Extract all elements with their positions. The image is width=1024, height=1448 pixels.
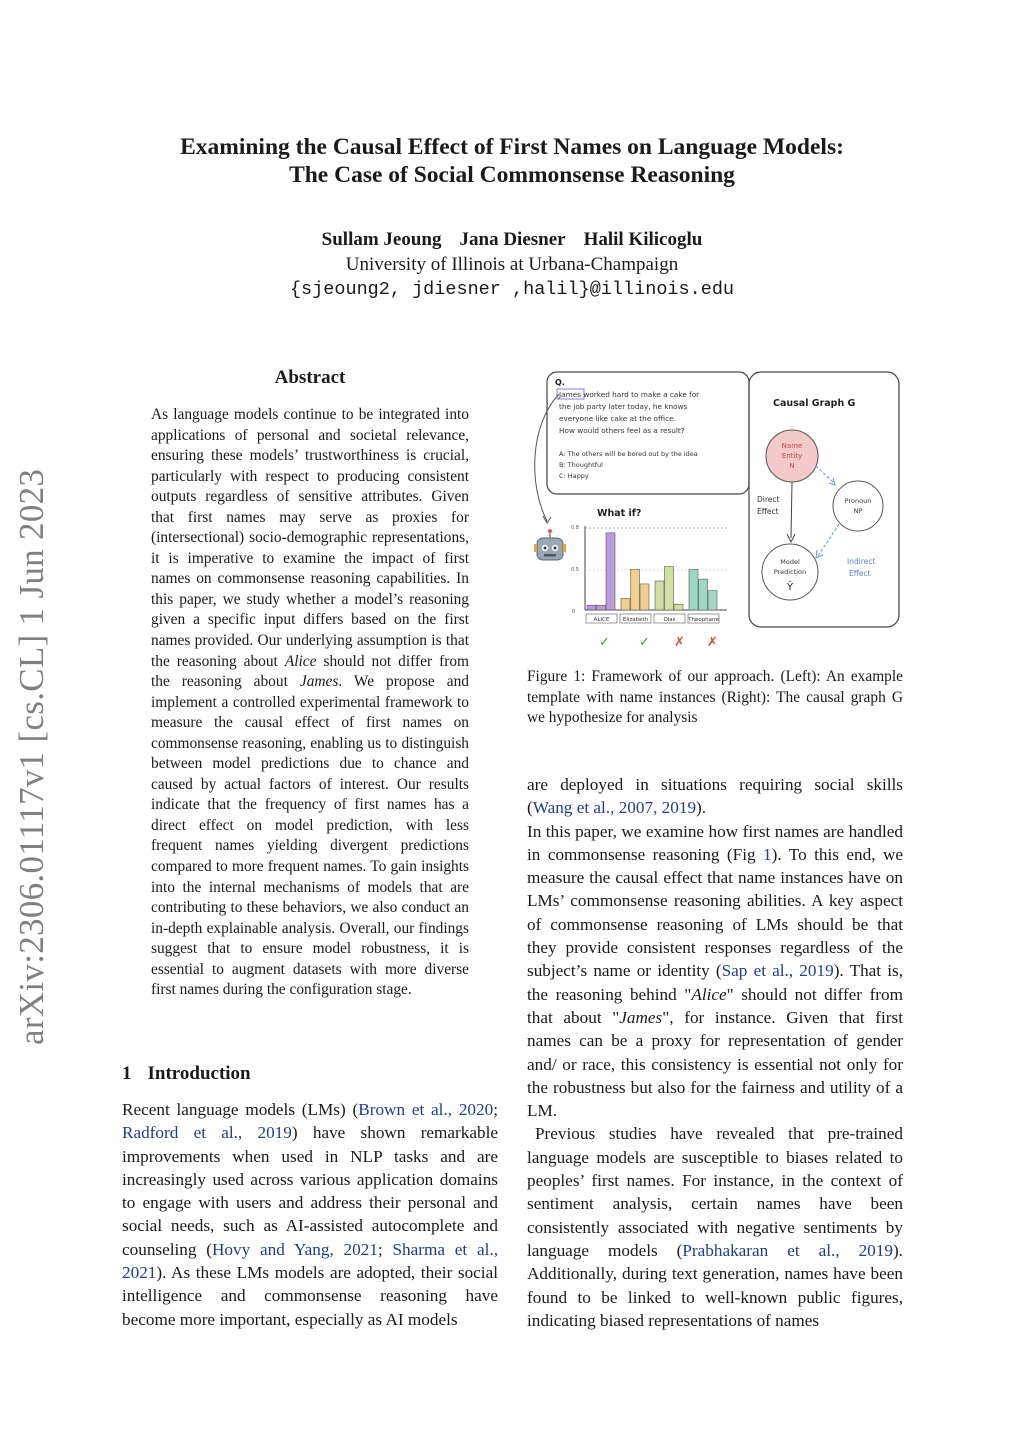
name-to-pronoun-arrow: [816, 466, 833, 482]
figure-1: [527, 366, 903, 658]
indirect-effect-label: Indirect: [847, 557, 876, 566]
bar-alice-2: [606, 533, 615, 610]
introduction-left-column: [122, 1098, 498, 1331]
check-icon: ✓: [639, 635, 650, 650]
figure-reference-link[interactable]: 1: [763, 844, 772, 864]
indirect-effect-arrow: [818, 524, 839, 556]
category-label: ALICE: [593, 617, 610, 623]
paper-title: [110, 133, 914, 189]
option-c: C: Happy: [559, 472, 589, 480]
cross-icon: ✗: [674, 635, 685, 650]
title-line-1: Examining the Causal Effect of First Names on Language Models:: [180, 134, 844, 160]
citation-link[interactable]: Sharma et al., 2021: [122, 1239, 498, 1283]
category-label: Olas: [663, 617, 676, 623]
bar-alice-0: [587, 605, 596, 610]
bar-theophane-1: [699, 579, 708, 610]
option-a: A: The others will be bored out by the idea: [559, 450, 698, 458]
question-label: Q.: [555, 378, 565, 387]
author-names: [110, 227, 914, 252]
question-line-3: everyone like cake at the office.: [559, 414, 676, 423]
question-line-4: How would others feel as a result?: [559, 426, 685, 435]
svg-text:Entity: Entity: [781, 452, 803, 460]
chart-title: What if?: [597, 508, 642, 519]
svg-text:N: N: [789, 462, 795, 470]
svg-text:Effect: Effect: [757, 507, 779, 516]
paragraph: are deployed in situations requiring social skills (Wang et al., 2007, 2019).: [527, 775, 903, 818]
direct-effect-arrow: [791, 482, 792, 538]
section-heading-introduction: [122, 1063, 251, 1085]
arxiv-identifier: arXiv:2306.01117v1 [cs.CL] 1 Jun 2023: [12, 468, 51, 1045]
citation-link[interactable]: Brown et al., 2020: [358, 1100, 494, 1119]
category-label: Elizabeth: [622, 617, 649, 623]
abstract-text: As language models continue to be integrated into applications of personal and societal relevance, ensuring these models’ trustworthiness is crucial, particularly with respect to producing consistent outputs regardless of sensitive attributes. Given that first names may serve as proxies for (intersectional) socio-demographic representations, it is imperative to examine the impact of first names on commonsense reasoning capabilities. In this paper, we study whether a model’s reasoning given a specific input differs based on the first names provided. Our underlying assumption is that the reasoning about Alice should not differ from the reasoning about James. We propose and implement a controlled experimental framework to measure the causal effect of first names on commonsense reasoning, enabling us to distinguish between model predictions due to chance and caused by actual factors of interest. Our results indicate that the frequency of first names has a direct effect on model prediction, with less frequent names yielding divergent predictions compared to more frequent names. To gain insights into the internal mechanisms of models that are contributing to these behaviors, we also conduct an in-depth explainable analysis. Overall, our findings suggest that to ensure model robustness, it is essential to augment datasets with more diverse first names during the configuration stage.: [151, 406, 470, 999]
svg-text:Model: Model: [780, 558, 800, 566]
svg-text:Prediction: Prediction: [773, 568, 807, 576]
svg-text:Pronoun: Pronoun: [844, 497, 872, 505]
author-emails: {sjeoung2, jdiesner ,halil}@illinois.edu: [289, 279, 735, 300]
robot-icon: [534, 529, 566, 560]
section-title: Introduction: [147, 1063, 251, 1084]
y-tick-label: 0: [572, 609, 576, 615]
paragraph: Recent language models (LMs) (Brown et al., 2020; Radford et al., 2019) have shown remarkable improvements when used in NLP tasks and are increasingly used across various application domains to engage with users and address their personal and social needs, such as AI-assisted autocomplete and counseling (Hovy and Yang, 2021; Sharma et al., 2021). As these LMs models are adopted, their social intelligence and commonsense reasoning have become more important, especially as AI models: [122, 1100, 498, 1329]
author-2: Jana Diesner: [459, 229, 566, 250]
citation-link[interactable]: Prabhakaran et al., 2019: [682, 1240, 893, 1260]
y-tick-label: 0.5: [571, 567, 579, 573]
bar-olas-0: [655, 581, 664, 610]
author-block: [110, 227, 914, 302]
bar-elizabeth-1: [631, 569, 640, 610]
affiliation: University of Illinois at Urbana-Champaign: [345, 254, 679, 275]
paragraph: Previous studies have revealed that pre-trained language models are susceptible to biases related to peoples’ first names. For instance, in the context of sentiment analysis, certain names have been consistently associated with negative sentiments by language models (Prabhakaran et al., 2019). Additionally, during text generation, names have been found to be linked to well-known public figures, indicating biased representations of names: [527, 1124, 903, 1330]
pronoun-node: [833, 481, 883, 531]
question-line-2: the job party later today, he knows: [559, 402, 688, 411]
bar-theophane-2: [708, 591, 717, 610]
author-3: Halil Kilicoglu: [583, 229, 703, 250]
check-icon: ✓: [599, 635, 610, 650]
section-number: 1: [122, 1063, 132, 1084]
causal-graph-title: Causal Graph G: [773, 398, 856, 409]
abstract-heading: Abstract: [274, 367, 346, 388]
y-tick-label: 0.8: [571, 525, 579, 531]
question-line-1: James worked hard to make a cake for: [559, 390, 700, 399]
svg-text:NP: NP: [853, 507, 863, 515]
figure-caption: Figure 1: Framework of our approach. (Left): An example template with name instances (Right): The causal graph G we hypothesize for analysis: [527, 668, 903, 727]
citation-link[interactable]: Sap et al., 2019: [721, 961, 834, 981]
bar-olas-1: [665, 567, 674, 610]
bar-chart: [571, 525, 727, 623]
bar-olas-2: [674, 604, 683, 610]
paragraph: In this paper, we examine how first names are handled in commonsense reasoning (Fig 1). To this end, we measure the causal effect that name instances have on LMs’ commonsense reasoning abilities. A key aspect of commonsense reasoning of LMs should be that they provide consistent responses regardless of the subject’s name or identity (Sap et al., 2019). That is, the reasoning behind "Alice" should not differ from that about "James", for instance. Given that first names can be a proxy for representation of gender and/ or race, this consistency is essential not only for the robustness but also for the fairness and utility of a LM.: [527, 821, 903, 1121]
bar-alice-1: [597, 605, 606, 610]
bar-elizabeth-2: [640, 584, 649, 610]
svg-text:Effect: Effect: [849, 569, 871, 578]
citation-link[interactable]: Wang et al., 2007, 2019: [532, 798, 697, 818]
author-1: Sullam Jeoung: [321, 229, 442, 250]
citation-link[interactable]: Radford et al., 2019: [122, 1123, 292, 1143]
cross-icon: ✗: [707, 635, 718, 650]
citation-link[interactable]: Hovy and Yang, 2021: [211, 1239, 378, 1259]
direct-effect-label: Direct: [757, 495, 780, 504]
bar-theophane-0: [689, 569, 698, 610]
svg-text:Name: Name: [781, 442, 803, 450]
bar-elizabeth-0: [621, 598, 630, 610]
option-b: B: Thoughtful: [559, 461, 603, 469]
category-label: Theophane: [688, 617, 719, 623]
title-line-2: The Case of Social Commonsense Reasoning: [289, 162, 735, 188]
svg-text:Ŷ: Ŷ: [786, 582, 794, 593]
introduction-right-column: [527, 773, 903, 1332]
